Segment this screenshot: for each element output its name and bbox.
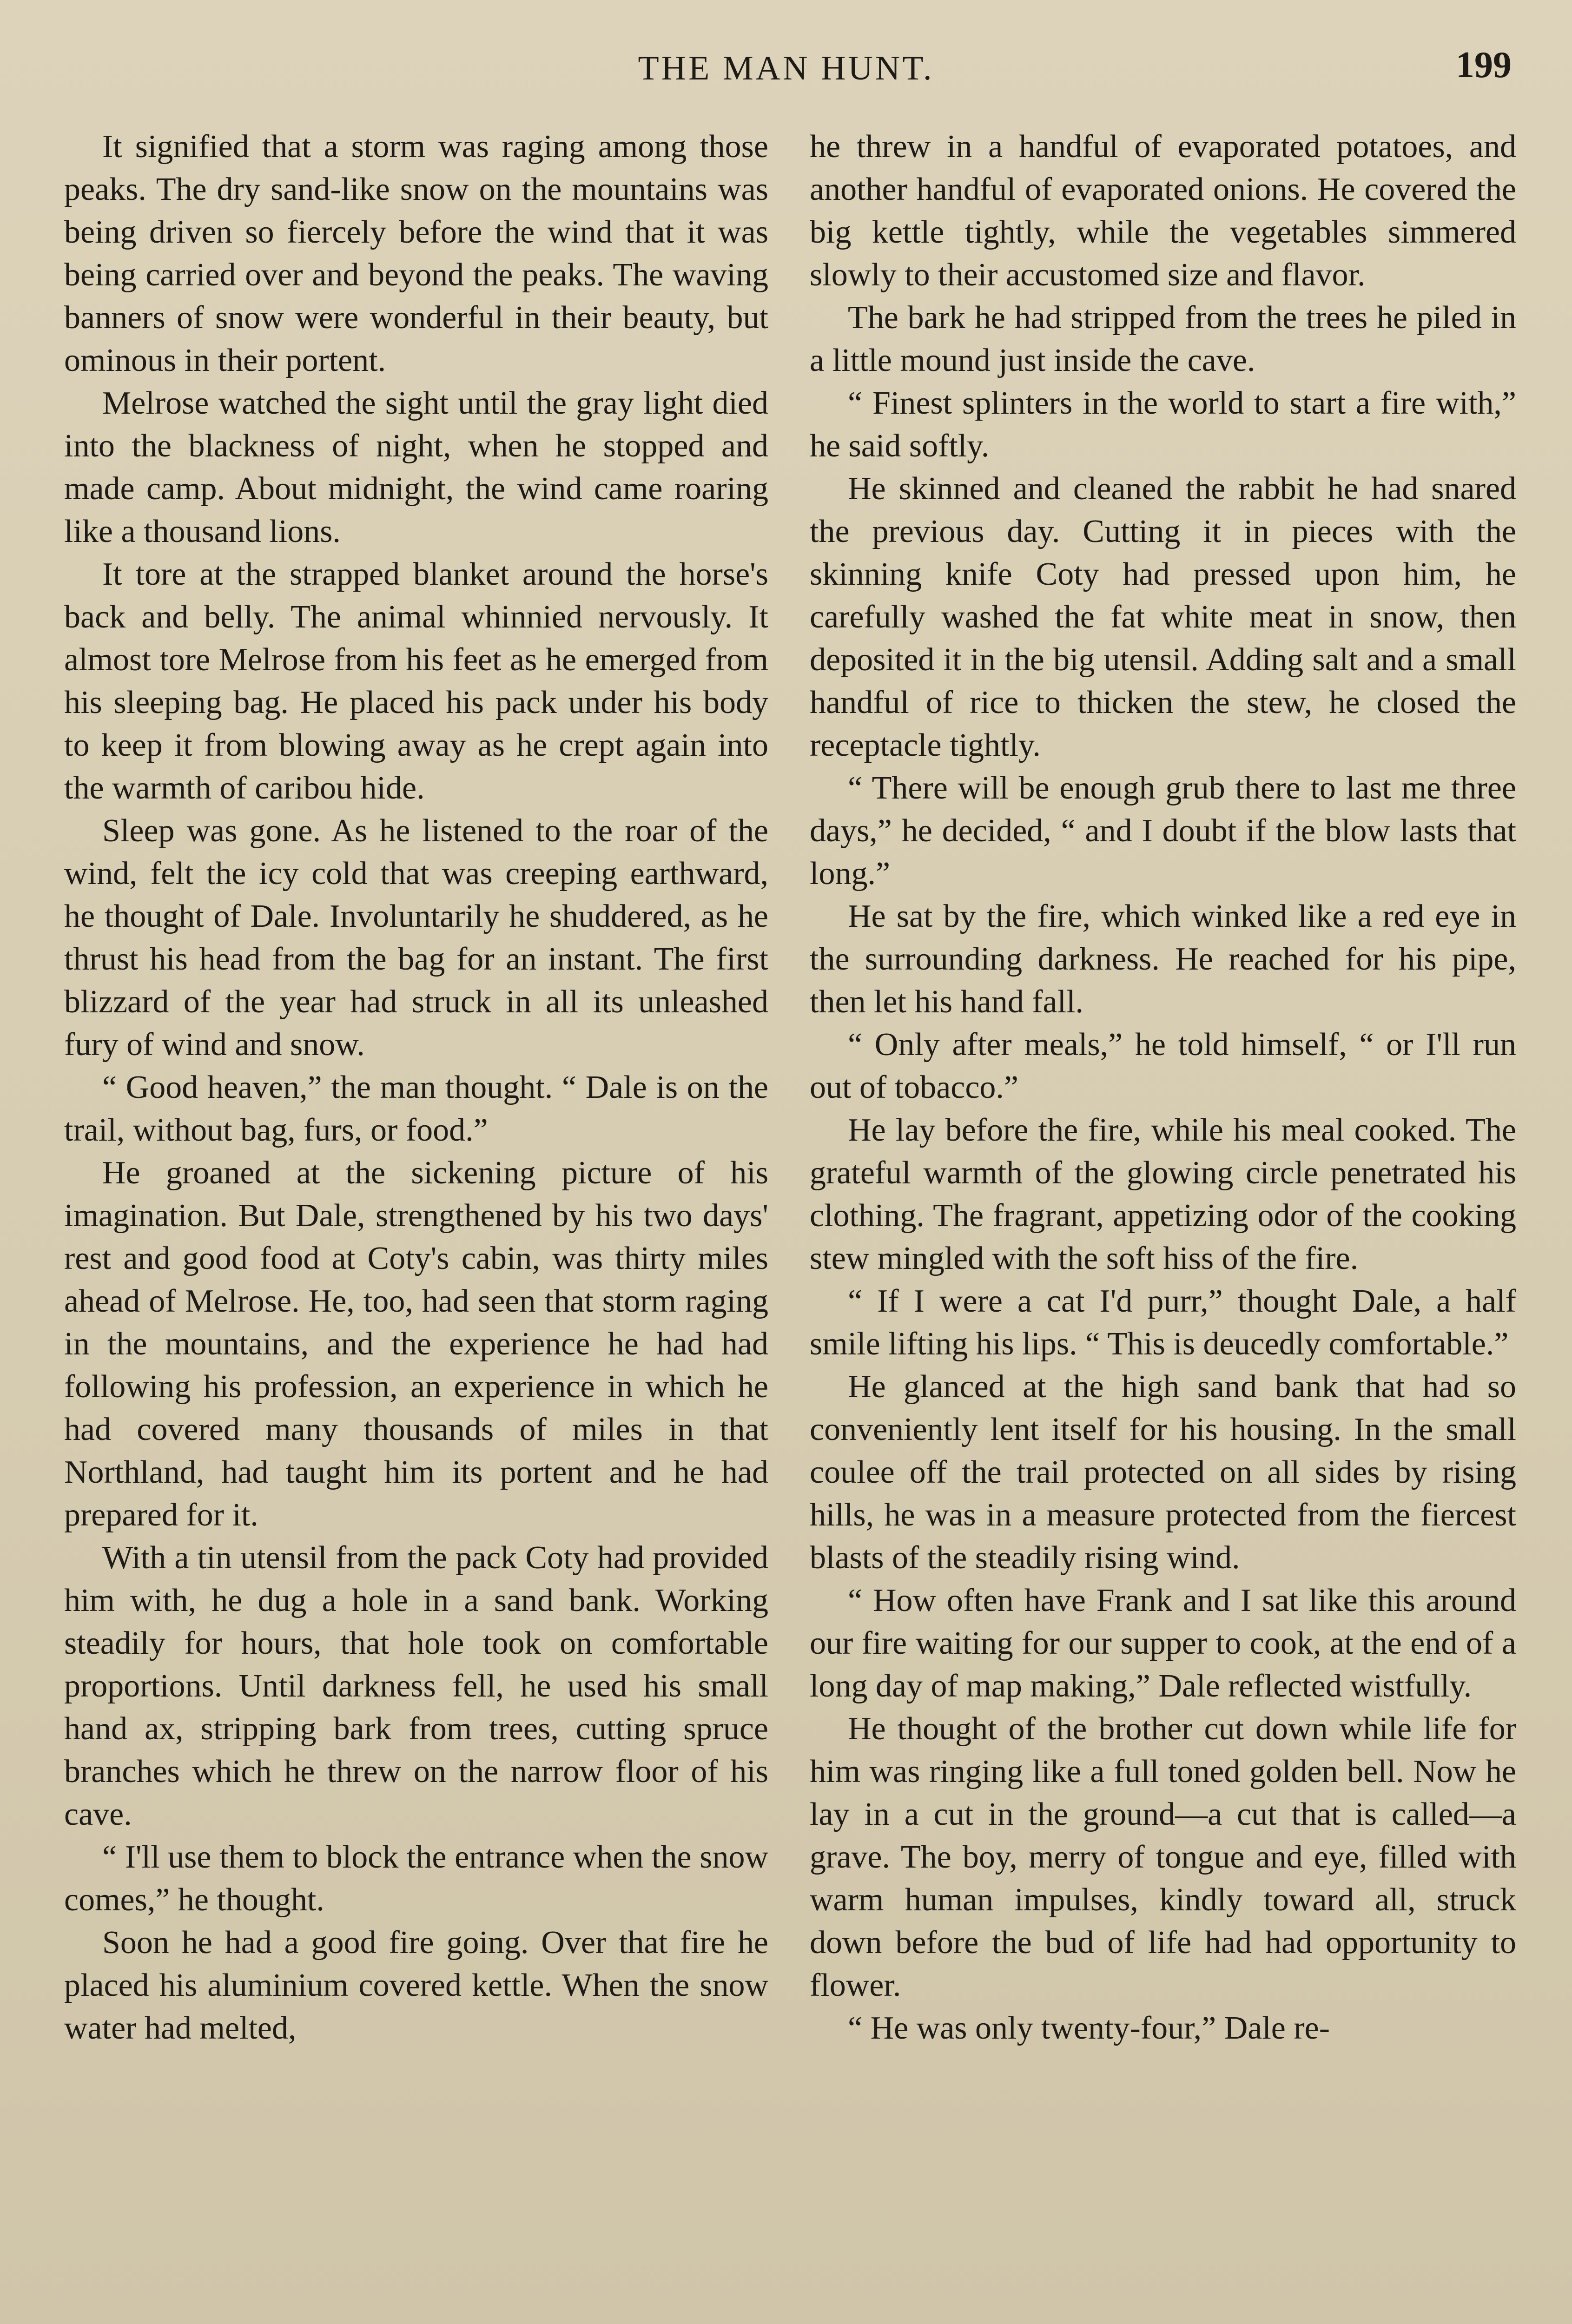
right-column — [810, 125, 1516, 2050]
running-head — [0, 44, 1572, 95]
paragraph: He thought of the brother cut down while life for him was ringing like a full toned golden bell. Now he lay in a cut in the ground—a cut that is called—a grave. The boy, merry of tongue and eye, filled with warm human impulses, kindly toward all, struck down before the bud of life had had opportunity to flower. — [810, 1711, 1516, 2003]
paragraph: “ Good heaven,” the man thought. “ Dale is on the trail, without bag, furs, or food.” — [64, 1070, 768, 1148]
chapter-title: THE MAN HUNT. — [638, 49, 934, 87]
paragraph: He skinned and cleaned the rabbit he had snared the previous day. Cutting it in pieces with the skinning knife Coty had pressed upon him, he carefully washed the fat white meat in snow, then deposited it in the big utensil. Adding salt and a small handful of rice to thicken the stew, he closed the receptacle tightly. — [810, 471, 1516, 763]
paragraph: It tore at the strapped blanket around the horse's back and belly. The animal whinnied nervously. It almost tore Melrose from his feet as he emerged from his sleeping bag. He placed his pack under his body to keep it from blowing away as he crept again into the warmth of caribou hide. — [64, 556, 768, 806]
paragraph: Melrose watched the sight until the gray light died into the blackness of night, when he stopped and made camp. About midnight, the wind came roaring like a thousand lions. — [64, 385, 768, 549]
paragraph: He groaned at the sickening picture of his imagination. But Dale, strengthened by his two days' rest and good food at Coty's cabin, was thirty miles ahead of Melrose. He, too, had seen that storm raging in the mountains, and the experience he had had following his profession, an experience in which he had covered many thousands of miles in that Northland, had taught him its portent and he had prepared for it. — [64, 1155, 768, 1533]
paragraph-continued: he threw in a handful of evaporated potatoes, and another handful of evaporated onions. He covered the big kettle tightly, while the vegetables simmered slowly to their accustomed size and flavor. — [810, 129, 1516, 293]
paragraph: The bark he had stripped from the trees he piled in a little mound just inside the cave. — [810, 300, 1516, 378]
paragraph: “ How often have Frank and I sat like this around our fire waiting for our supper to cook, at the end of a long day of map making,” Dale reflected wistfully. — [810, 1583, 1516, 1704]
paragraph: “ He was only twenty-four,” Dale re- — [848, 2010, 1330, 2046]
paragraph: “ Only after meals,” he told himself, “ or I'll run out of tobacco.” — [810, 1027, 1516, 1105]
paragraph: It signified that a storm was raging among those peaks. The dry sand-like snow on the mountains was being driven so fiercely before the wind that it was being carried over and beyond the peaks. The waving banners of snow were wonderful in their beauty, but ominous in their portent. — [64, 129, 768, 378]
paragraph: He sat by the fire, which winked like a red eye in the surrounding darkness. He reached for his pipe, then let his hand fall. — [810, 898, 1516, 1020]
paragraph: With a tin utensil from the pack Coty had provided him with, he dug a hole in a sand bank. Working steadily for hours, that hole took on comfortable proportions. Until darkness fell, he used his small hand ax, stripping bark from trees, cutting spruce branches which he threw on the narrow floor of his cave. — [64, 1540, 768, 1832]
paragraph: Soon he had a good fire going. Over that fire he placed his aluminium covered kettle. When the snow water had melted, — [64, 1925, 768, 2046]
paragraph: “ I'll use them to block the entrance when the snow comes,” he thought. — [64, 1839, 768, 1918]
paragraph: Sleep was gone. As he listened to the roar of the wind, felt the icy cold that was creeping earthward, he thought of Dale. Involuntarily he shuddered, as he thrust his head from the bag for an instant. The first blizzard of the year had struck in all its unleashed fury of wind and snow. — [64, 813, 768, 1063]
paragraph: He glanced at the high sand bank that had so conveniently lent itself for his housing. In the small coulee off the trail protected on all sides by rising hills, he was in a measure protected from the fiercest blasts of the steadily rising wind. — [810, 1369, 1516, 1576]
paragraph: “ There will be enough grub there to last me three days,” he decided, “ and I doubt if the blow lasts that long.” — [810, 770, 1516, 891]
paragraph: “ If I were a cat I'd purr,” thought Dale, a half smile lifting his lips. “ This is deucedly comfortable.” — [810, 1283, 1516, 1362]
paragraph: He lay before the fire, while his meal cooked. The grateful warmth of the glowing circle penetrated his clothing. The fragrant, appetizing odor of the cooking stew mingled with the soft hiss of the fire. — [810, 1112, 1516, 1276]
page-number: 199 — [1456, 45, 1512, 86]
paragraph: “ Finest splinters in the world to start a fire with,” he said softly. — [810, 385, 1516, 464]
left-column — [64, 125, 768, 2050]
